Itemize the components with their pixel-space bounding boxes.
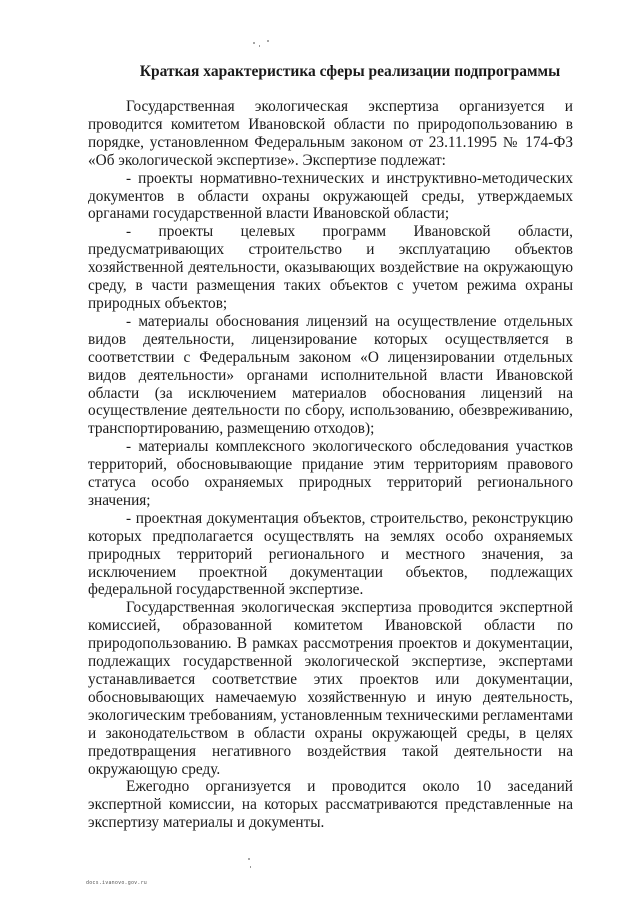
paragraph-meetings: Ежегодно организуется и проводится около 10 заседаний экспертной комиссии, на которых рассматриваются представленные на экспертизу материалы и документы. <box>88 778 573 832</box>
paragraph-commission: Государственная экологическая экспертиза проводится экспертной комиссией, образованной комитетом Ивановской области по природопользованию. В рамках рассмотрения проектов и документации, подлежащих государственной экологической экспертизе, экспертами устанавливается соответствие этих проектов или документации, обосновывающих намечаемую хозяйственную и иную деятельность, экологическим требованиям, установленным техническими регламентами и законодательством в области охраны окружающей среды, в целях предотвращения негативного воздействия такой деятельности на окружающую среду. <box>88 599 573 778</box>
list-item: - проектная документация объектов, строительство, реконструкцию которых предполагается осуществлять на землях особо охраняемых природных территорий регионального и местного значения, за исключением проектной документации объектов, подлежащих федеральной государственной экспертизе. <box>88 509 573 599</box>
scan-speck <box>267 40 269 42</box>
list-item: - материалы комплексного экологического обследования участков территорий, обосновывающие придание этим территориям правового статуса особо охраняемых природных территорий регионального значения; <box>88 438 573 509</box>
body-text <box>88 98 573 832</box>
list-item: - проекты целевых программ Ивановской области, предусматривающих строительство и эксплуатацию объектов хозяйственной деятельности, оказывающих воздействие на окружающую среду, в части размещения таких объектов с учетом режима охраны природных объектов; <box>88 223 573 312</box>
list-item: - проекты нормативно-технических и инструктивно-методических документов в области охраны окружающей среды, утверждаемых органами государственной власти Ивановской области; <box>88 169 573 223</box>
scan-speck <box>259 45 260 47</box>
paragraph-intro: Государственная экологическая экспертиза организуется и проводится комитетом Ивановской области по природопользованию в порядке, установленном Федеральным законом от 23.11.1995 № 174-ФЗ «Об экологической экспертизе». Экспертизе подлежат: <box>88 98 573 169</box>
scan-speck <box>250 866 251 868</box>
page-footer: docs.ivanovo.gov.ru <box>86 880 147 886</box>
scan-speck <box>248 858 250 860</box>
section-title: Краткая характеристика сферы реализации подпрограммы <box>139 63 561 80</box>
list-item: - материалы обоснования лицензий на осуществление отдельных видов деятельности, лицензирование которых осуществляется в соответствии с Федеральным законом «О лицензировании отдельных видов деятельности» органами исполнительной власти Ивановской области (за исключением материалов обоснования лицензий на осуществление деятельности по сбору, использованию, обезвреживанию, транспортированию, размещению отходов); <box>88 312 573 438</box>
scan-speck <box>253 42 255 44</box>
